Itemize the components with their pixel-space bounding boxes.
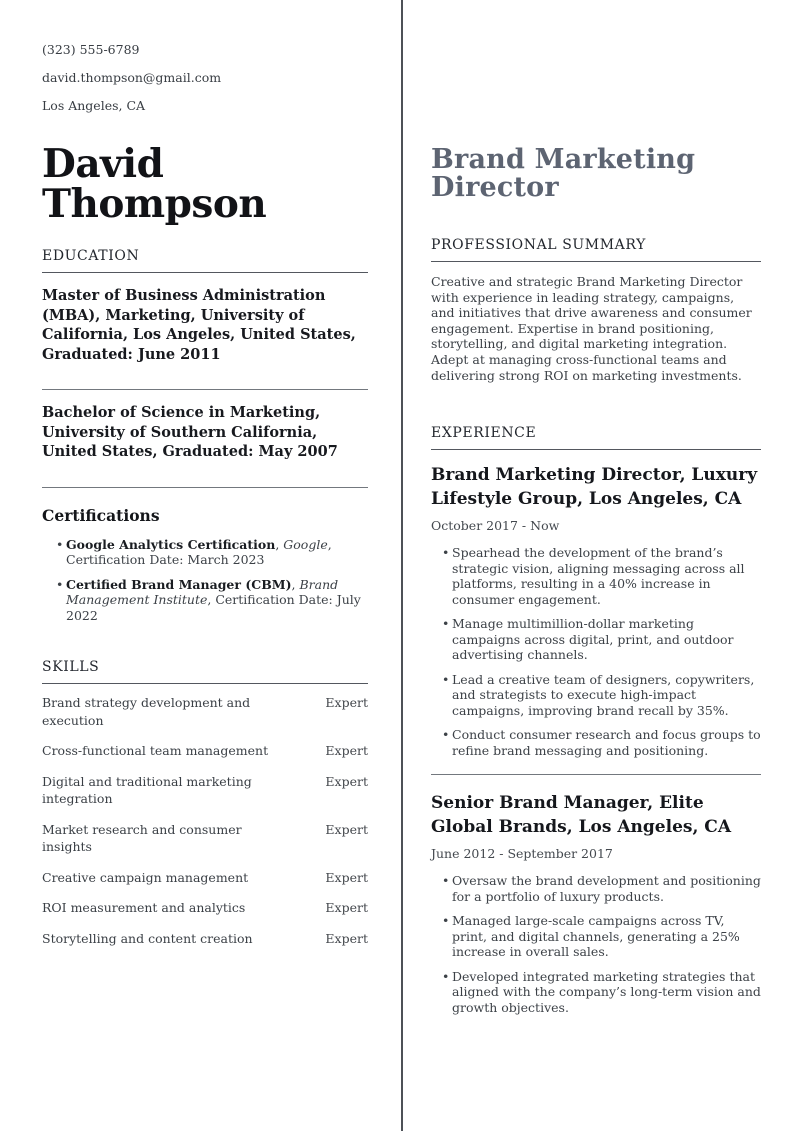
skills-heading: SKILLS (42, 659, 368, 684)
skill-level: Expert (325, 869, 368, 885)
job-bullet: • Manage multimillion-dollar marketing campaigns across digital, print, and outdoor advertising channels. (431, 616, 761, 663)
contact-block (42, 42, 368, 114)
experience-jobs (431, 450, 761, 1015)
professional-summary-heading: PROFESSIONAL SUMMARY (431, 237, 761, 262)
job-bullet: • Developed integrated marketing strategies that aligned with the company’s long-term vision and growth objectives. (431, 969, 761, 1016)
experience-job (431, 450, 761, 758)
skill-level: Expert (325, 773, 368, 789)
contact-location: Los Angeles, CA (42, 98, 146, 113)
skill-name: Creative campaign management (42, 869, 249, 885)
skill-name: Market research and consumer insights (42, 821, 242, 854)
education-heading: EDUCATION (42, 248, 368, 273)
certification-name: Google Analytics Certification (66, 536, 276, 552)
right-column (431, 0, 761, 1024)
skill-name: Cross-functional team management (42, 743, 269, 758)
education-entries (42, 273, 368, 488)
job-title: Senior Brand Manager, Elite Global Brands, Los Angeles, CA (431, 793, 732, 837)
skill-row (42, 694, 368, 729)
certifications-heading: Certifications (42, 505, 160, 525)
certification-details: Certification Date: March 2023 (66, 552, 265, 567)
contact-phone: (323) 555-6789 (42, 42, 140, 57)
certification-organization: Google (283, 536, 328, 552)
certification-organization: Brand Management Institute (66, 576, 339, 607)
resume-job-title: Brand Marketing Director (431, 144, 696, 203)
experience-heading: EXPERIENCE (431, 425, 761, 450)
skill-row (42, 930, 368, 948)
job-bullet-list (431, 873, 761, 1015)
certification-item: • Google Analytics Certification, Google, Certification Date: March 2023 (42, 537, 368, 568)
education-entry: Bachelor of Science in Marketing, University of Southern California, United States, Graduated: May 2007 (42, 390, 368, 488)
job-bullet: • Lead a creative team of designers, copywriters, and strategists to execute high-impact campaigns, improving brand recall by 35%. (431, 672, 761, 719)
job-dates: June 2012 - September 2017 (431, 846, 613, 862)
job-bullet-list (431, 545, 761, 758)
certification-details: Certification Date: July 2022 (66, 592, 361, 623)
job-bullet: • Managed large-scale campaigns across TV, print, and digital channels, generating a 25% increase in overall sales. (431, 913, 761, 960)
candidate-name (42, 141, 368, 227)
skill-row (42, 821, 368, 856)
job-bullet: • Spearhead the development of the brand’s strategic vision, aligning messaging across all platforms, resulting in a 40% increase in consumer engagement. (431, 545, 761, 607)
job-dates: October 2017 - Now (431, 518, 560, 534)
skill-name: Storytelling and content creation (42, 930, 253, 946)
skill-name: ROI measurement and analytics (42, 900, 246, 915)
skill-name: Digital and traditional marketing integration (42, 773, 252, 806)
contact-email: david.thompson@gmail.com (42, 70, 222, 85)
skill-row (42, 742, 368, 760)
certification-list (42, 537, 368, 624)
job-bullet: • Conduct consumer research and focus groups to refine brand messaging and positioning. (431, 727, 761, 758)
skill-level: Expert (325, 743, 368, 758)
experience-job (431, 774, 761, 1015)
skills-list (42, 694, 368, 947)
skill-level: Expert (325, 900, 368, 915)
skill-row (42, 899, 368, 917)
column-divider (401, 0, 403, 1131)
candidate-last-name: Thompson (42, 181, 267, 227)
skill-level: Expert (325, 821, 368, 837)
certification-name: Certified Brand Manager (CBM) (66, 576, 292, 592)
left-column (42, 0, 368, 960)
skill-row (42, 773, 368, 808)
skill-level: Expert (325, 930, 368, 946)
skill-level: Expert (325, 695, 368, 710)
education-entry: Master of Business Administration (MBA), Marketing, University of California, Los Angeles, United States, Graduated: June 2011 (42, 273, 368, 390)
job-title: Brand Marketing Director, Luxury Lifestyle Group, Los Angeles, CA (431, 465, 758, 509)
skill-row (42, 869, 368, 887)
certification-item: • Certified Brand Manager (CBM), Brand Management Institute, Certification Date: July 2022 (42, 577, 368, 624)
job-bullet: • Oversaw the brand development and positioning for a portfolio of luxury products. (431, 873, 761, 904)
candidate-first-name: David (42, 141, 164, 187)
professional-summary-text: Creative and strategic Brand Marketing Director with experience in leading strategy, campaigns, and initiatives that drive awareness and consumer engagement. Expertise in brand positioning, storytelling, and digital marketing integration. Adept at managing cross-functional teams and delivering strong ROI on marketing investments. (431, 274, 752, 383)
skill-name: Brand strategy development and execution (42, 695, 251, 728)
